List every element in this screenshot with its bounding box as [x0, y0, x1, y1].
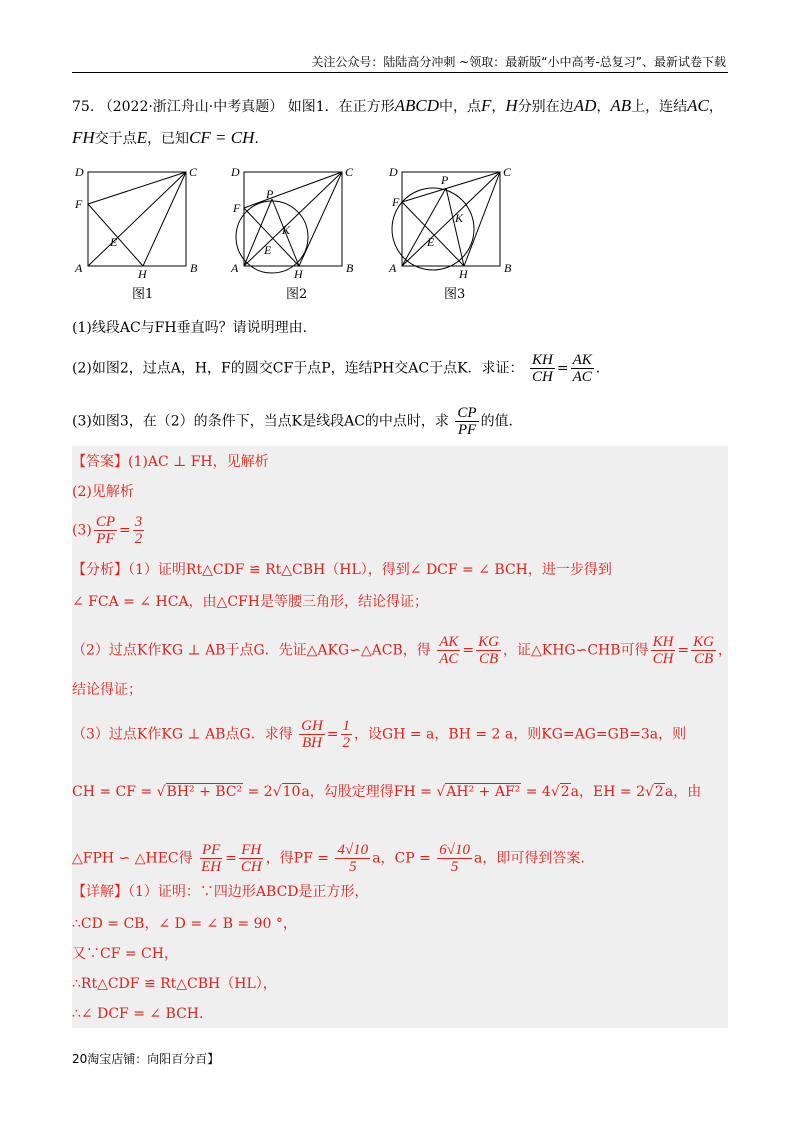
label-b: B: [346, 261, 354, 275]
analysis-tag: 【分析】: [72, 562, 128, 578]
fraction: [341, 718, 353, 751]
answer-line-2: (2)见解析: [72, 484, 134, 500]
label-c: C: [345, 165, 354, 179]
numerator: PF: [201, 842, 221, 858]
fraction: [199, 842, 223, 875]
problem-number: 75.: [72, 99, 95, 115]
denominator: 5: [349, 859, 357, 875]
numerator: 3: [134, 514, 143, 530]
analysis-line-1: [72, 560, 612, 580]
numerator: 6√10: [439, 842, 471, 858]
math: FH: [72, 128, 95, 147]
figure-2-caption: 图2: [286, 287, 308, 302]
text: = 2: [243, 784, 273, 800]
math: ABCD: [394, 96, 440, 115]
denominator: AC: [572, 369, 592, 385]
math: F: [481, 96, 492, 115]
math: H: [505, 96, 518, 115]
denominator: AC: [439, 651, 459, 667]
numerator: GH: [301, 718, 323, 734]
segment-hc: [299, 172, 342, 266]
numerator: AK: [572, 352, 592, 368]
label-f: F: [392, 195, 400, 209]
text: = 4: [521, 784, 551, 800]
figure-3-caption: 图3: [444, 287, 466, 302]
label-a: A: [231, 261, 239, 275]
label-e: E: [110, 235, 118, 249]
text: ，得PF =: [265, 850, 334, 867]
denominator: CH: [652, 651, 674, 667]
text: a，EH = 2: [570, 784, 645, 800]
detail-line-1: [72, 882, 369, 902]
segment-fc: [88, 172, 186, 204]
question-3: [72, 405, 513, 438]
page-header: 关注公众号：陆陆高分冲刺 ~领取：最新版“小中高考-总复习”、最新试卷下载: [72, 55, 728, 73]
label-f: F: [75, 197, 83, 211]
detail-line-3: 又∵CF = CH，: [72, 946, 178, 962]
problem-line-2: [72, 128, 259, 149]
label-p: P: [441, 173, 449, 187]
label-h: H: [138, 267, 147, 281]
text: ，: [491, 99, 506, 115]
denominator: CB: [693, 651, 714, 667]
text: △FPH ∽ △HEC得: [72, 850, 193, 867]
text: （1）证明：∵四边形ABCD是正方形，: [128, 884, 369, 900]
text: CH = CF =: [72, 784, 157, 800]
page-footer: 20淘宝店铺：向阳百分百】: [72, 1052, 220, 1066]
text: ，: [717, 642, 732, 659]
denominator: 2: [342, 735, 351, 751]
label-b: B: [504, 261, 512, 275]
label-a: A: [389, 261, 397, 275]
numerator: KG: [478, 634, 499, 650]
segment-fc: [402, 172, 500, 202]
math: E: [136, 128, 148, 147]
fraction: [437, 634, 460, 667]
segment-fh: [244, 208, 299, 266]
denominator: PF: [96, 531, 115, 547]
question-1: (1)线段AC与FH垂直吗？请说明理由.: [72, 320, 308, 336]
sqrt: 2: [654, 784, 664, 800]
fraction: [571, 352, 594, 385]
fraction: [239, 842, 264, 875]
label-d: D: [389, 165, 398, 179]
text: （1）证明Rt△CDF ≌ Rt△CBH（HL），得到∠ DCF = ∠ BCH，进一步得到: [128, 562, 612, 578]
text: 的值.: [480, 413, 514, 430]
segment-hc: [464, 172, 500, 266]
fraction: [335, 842, 370, 875]
math: AD: [573, 96, 597, 115]
denominator: CB: [478, 651, 499, 667]
text: ，已知: [147, 131, 190, 147]
label-h: H: [459, 267, 468, 281]
text: (3)如图3，在（2）的条件下，当点K是线段AC的中点时，求: [72, 413, 449, 430]
answer-1: (1)AC ⊥ FH，见解析: [128, 454, 269, 470]
fraction: [94, 514, 117, 547]
label-f: F: [233, 201, 241, 215]
numerator: AK: [439, 634, 459, 650]
label-k: K: [282, 223, 291, 237]
label-d: D: [231, 165, 240, 179]
segment-hc: [143, 172, 186, 266]
analysis-line-4: 结论得证；: [72, 682, 142, 698]
text: a，即可得到答案.: [474, 850, 585, 867]
analysis-line-5: （3）过点K作KG ⊥ AB点G．求得 $\frac{GH}{BH}$ = $\frac{1}{2}$ ，设GH = a，BH = 2 a，则KG=AG=GB=3a，则: [72, 718, 687, 751]
figure-1: [88, 172, 186, 266]
math: AC: [687, 96, 709, 115]
text: .: [254, 131, 259, 147]
denominator: BH: [301, 735, 322, 751]
text: a，由: [664, 784, 702, 800]
sqrt: AH² + AF²: [446, 784, 521, 800]
label-e: E: [264, 243, 272, 257]
sqrt: 2: [560, 784, 570, 800]
text: ，: [596, 99, 611, 115]
text: （3）过点K作KG ⊥ AB点G．求得: [72, 726, 293, 743]
text: ，: [708, 99, 723, 115]
label-c: C: [503, 165, 512, 179]
label-h: H: [294, 267, 303, 281]
detail-line-5: ∴∠ DCF = ∠ BCH.: [72, 1006, 204, 1022]
denominator: 5: [450, 859, 459, 875]
label-b: B: [190, 261, 198, 275]
fraction: [299, 718, 325, 751]
text: ，证△KHG∽CHB可得: [503, 642, 649, 659]
analysis-line-6: CH = CF = √BH² + BC² = 2√10a，勾股定理得FH = √AH² + AF² = 4√2a，EH = 2√2a，由: [72, 784, 702, 800]
numerator: KH: [652, 634, 674, 650]
fraction: [691, 634, 716, 667]
sqrt: 10: [282, 784, 301, 800]
text: (2)如图2，过点A，H，F的圆交CF于点P，连结PH交AC于点K．求证：: [72, 360, 524, 377]
numerator: 1: [342, 718, 351, 734]
numerator: KH: [531, 352, 553, 368]
numerator: CP: [95, 514, 116, 530]
label-a: A: [75, 261, 83, 275]
analysis-line-3: （2）过点K作KG ⊥ AB于点G．先证△AKG∽△ACB，得 $\frac{AK}{AC}$ = $\frac{KG}{CB}$ ，证△KHG∽CHB可得 $\frac{KH}{CH}$ = $\frac{KG}{CB}$ ，: [72, 634, 732, 667]
denominator: 2: [134, 531, 143, 547]
fraction: [651, 634, 676, 667]
detail-line-2: ∴CD = CB，∠ D = ∠ B = 90 °，: [72, 916, 297, 932]
label-d: D: [75, 165, 84, 179]
text: 上，连结: [631, 99, 688, 115]
text: 分别在边: [517, 99, 574, 115]
geometry-figures: [72, 160, 532, 310]
label-e: E: [427, 235, 435, 249]
denominator: PF: [457, 422, 477, 438]
analysis-line-7: △FPH ∽ △HEC得 $\frac{PF}{EH}$ = $\frac{FH}{CH}$ ，得PF = $\frac{4√10}{5}$ a，CP = $\frac{6√10}{5}$ a，即可得到答案.: [72, 842, 585, 875]
label-p: P: [266, 187, 274, 201]
text: 如图1．在正方形: [287, 99, 395, 115]
text: ，设GH = a，BH = 2 a，则KG=AG=GB=3a，则: [354, 726, 687, 743]
text: (3): [72, 522, 92, 539]
problem-source: （2022·浙江舟山·中考真题）: [98, 99, 284, 115]
math: CF = CH: [189, 128, 255, 147]
numerator: KG: [693, 634, 714, 650]
text: （2）过点K作KG ⊥ AB于点G．先证△AKG∽△ACB，得: [72, 642, 431, 659]
answer-line-1: [72, 452, 269, 472]
fraction: [530, 352, 555, 385]
text: 中，点: [439, 99, 482, 115]
text: =: [119, 522, 131, 539]
answer-tag: 【答案】: [72, 454, 128, 470]
text: 交于点: [94, 131, 137, 147]
math: AB: [610, 96, 632, 115]
analysis-line-2: ∠ FCA = ∠ HCA，由△CFH是等腰三角形，结论得证；: [72, 594, 428, 610]
fraction: [455, 405, 478, 438]
detail-tag: 【详解】: [72, 884, 128, 900]
sqrt: BH² + BC²: [166, 784, 243, 800]
text: a，CP =: [372, 850, 436, 867]
denominator: CH: [240, 859, 262, 875]
denominator: CH: [531, 369, 553, 385]
denominator: EH: [201, 859, 222, 875]
segment-fc: [244, 172, 342, 208]
fraction: [437, 842, 472, 875]
label-k: K: [455, 211, 464, 225]
fraction: [476, 634, 501, 667]
numerator: FH: [241, 842, 262, 858]
fraction: [133, 514, 145, 547]
text: a，勾股定理得FH =: [301, 784, 437, 800]
answer-line-3: [72, 514, 146, 547]
label-c: C: [189, 165, 198, 179]
segment-ac: [88, 172, 186, 266]
question-2: (2)如图2，过点A，H，F的圆交CF于点P，连结PH交AC于点K．求证： $\frac{KH}{CH}$ = $\frac{AK}{AC}$ .: [72, 352, 601, 385]
numerator: 4√10: [337, 842, 369, 858]
figure-1-caption: 图1: [132, 287, 154, 302]
numerator: CP: [457, 405, 477, 421]
detail-line-4: ∴Rt△CDF ≌ Rt△CBH（HL），: [72, 976, 277, 992]
problem-line-1: [72, 96, 723, 117]
